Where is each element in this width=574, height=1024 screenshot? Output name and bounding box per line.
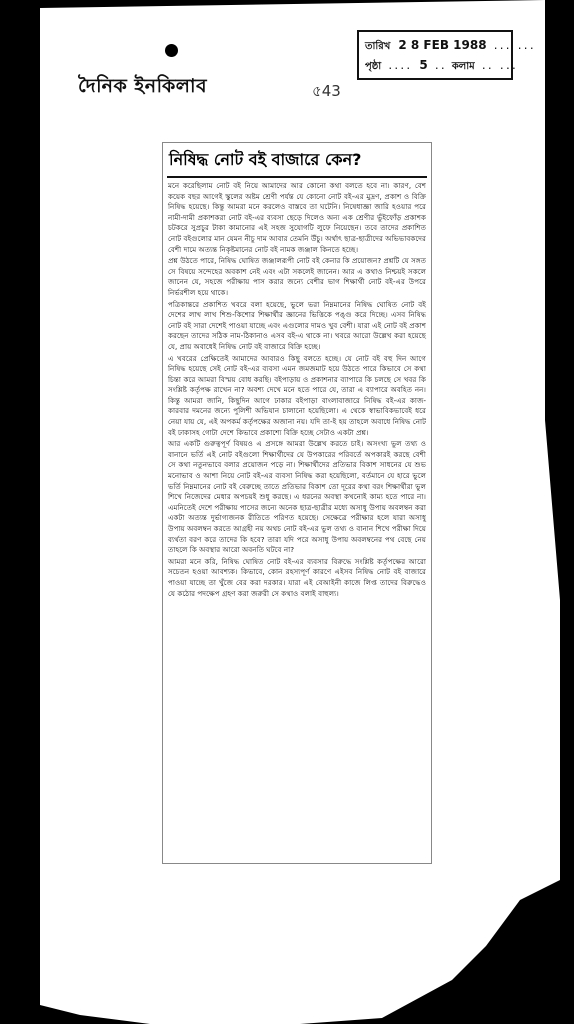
- article-headline: নিষিদ্ধ নোট বই বাজারে কেন?: [169, 150, 362, 169]
- stamp-page-row: [365, 58, 517, 76]
- headline-rule: [167, 176, 427, 178]
- stamp-column-label: কলাম: [451, 61, 475, 72]
- article-paragraph: প্রশ্ন উঠতে পারে, নিষিদ্ধ ঘোষিত জঞ্জালরূপী নোট বই কেনার কি প্রয়োজন? প্রশ্নটি যে সঙ্গত সে বিষয়ে সন্দেহের অবকাশ নেই এবং এটা সকলেই জানেন। আর এ কথাও নিশ্চয়ই সকলে জানেন যে, সহজে পরীক্ষায় পাস করার জন্যে বেশীর ভাগ শিক্ষার্থী নোট বই-এর উপরে নির্ভরশীল হয়ে থাকে।: [168, 256, 426, 297]
- stamp-dots: ..: [433, 61, 446, 72]
- punch-hole: [165, 44, 178, 57]
- article-paragraph: মনে করেছিলাম নোট বই নিয়ে আমাদের আর কোনো কথা বলতে হবে না। কারণ, বেশ কয়েক বছর আগেই স্কুলের অষ্টম শ্রেণী পর্যন্ত যে কোনো নোট বই-এর মুদ্রণ, প্রকাশ ও বিক্রি নিষিদ্ধ হয়েছে। কিন্তু আমরা মনে করলেও বাস্তবে তা ঘটেনি। নিষেধাজ্ঞা জারি হওয়ার পরে নামী-দামী প্রকাশকরা নোট বই-এর ব্যবসা ছেড়ে দিলেও অন্য এক শ্রেণীর ভুঁইফোঁড় প্রকাশক চটকরে সুপ্রচুর টাকা কামানোর এই সহজ সুযোগটি লুফে নিয়েছেন। তবে তাদের প্রকাশিত নোট বইগুলোর মান যেমন নীচু দাম আবার তেমনি উঁচু। অর্থাৎ ছাত্র-ছাত্রীদের অভিভাবকদের বেশী দামে অত্যন্ত নিকৃষ্টমানের নোট বই নামক জঞ্জাল কিনতে হচ্ছে।: [168, 181, 426, 254]
- article-paragraph: এ খবরের প্রেক্ষিতেই আমাদের আবারও কিছু বলতে হচ্ছে। যে নোট বই বহু দিন আগে নিষিদ্ধ হয়েছে সেই নোট বই-এর ব্যবসা এমন জমজমাট হয়ে উঠতে পারে কিভাবে সে কথা চিন্তা করে আমরা বিস্ময় বোধ করছি। বইপাড়ায় ও প্রকাশনার ব্যাপারে কি চলছে সে খবর কি সংশ্লিষ্ট কর্তৃপক্ষ রাখেন না? অবশ্য দেখে মনে হতে পারে যে, তারা এ ব্যাপারে অবহিত নন। কিন্তু আমরা জানি, কিছুদিন আগে ঢাকার বইপাড়া বাংলাবাজারে নিষিদ্ধ বই-এর কাজ-কারবার দমনের জন্যে পুলিশী অভিযান চালানো হয়েছিলো। এ থেকে স্বাভাবিকভাবেই ধরে নেয়া যায় যে, এই অপকর্ম কর্তৃপক্ষের অজানা নয়। যদি তা-ই হয় তাহলে অবাধে নিষিদ্ধ নোট বই ঢাকাসহ গোটা দেশে কিভাবে প্রকাশ্যে বিক্রি হচ্ছে সেটাও একটা প্রশ্ন।: [168, 353, 426, 437]
- news-clipping: [163, 143, 431, 863]
- stamp-dots: ....: [387, 61, 418, 72]
- newspaper-masthead: দৈনিক ইনকিলাব: [78, 75, 208, 97]
- stamp-date-row: [365, 38, 535, 56]
- article-paragraph: আর একটি গুরুত্বপূর্ণ বিষয়ও এ প্রসঙ্গে আমরা উল্লেখ করতে চাই। অসংখ্য ভুল তথ্য ও বানানে ভর্তি এই নোট বইগুলো শিক্ষার্থীদের যে উপকারের পরিবর্তে অপকারই করছে বেশী সে কথা নতুনভাবে বলার প্রয়োজন পড়ে না। শিক্ষার্থীদের প্রতিভার বিকাশ সাধনের যে শুভ মনোভাব ও আশা নিয়ে নোট বই-এর ব্যবসা নিষিদ্ধ করা হয়েছিলো, বর্তমানে যে হারে ভুলে ভর্তি নিম্নমানের নোট বই বেরুচ্ছে তাতে প্রতিভার বিকাশ তো দূরের কথা বরং শিক্ষার্থীরা ভুল শিখে নিজেদের মেধার অপচয়ই শুধু করছে। এ ধরনের অবস্থা কখনোই কাম্য হতে পারে না। এমনিতেই দেশে পরীক্ষায় পাসের জন্যে অনেক ছাত্র-ছাত্রীর মধ্যে অসাধু উপায় অবলম্বন করা একটা অত্যন্ত দুর্ভাগ্যজনক রীতিতে পরিণত হয়েছে। সেক্ষেত্রে পরীক্ষার হলে যারা অসাধু উপায় অবলম্বন করতে আগ্রহী নয় অথচ নোট বই-এর ভুল তথ্য ও বানান শিখে পরীক্ষা দিয়ে ব্যর্থতা বরণ করে তাদের কি হবে? তারা যদি পরে অসাধু উপায় অবলম্বনের পথ বেছে নেয় তাহলে কি অবস্থার আরো অবনতি ঘটবে না?: [168, 439, 426, 555]
- page-number-mark: ৫43: [312, 82, 341, 100]
- stamp-date-label: তারিখ: [365, 41, 391, 52]
- article-paragraph: পত্রিকান্তরে প্রকাশিত খবরে বলা হয়েছে, ভুলে ভরা নিম্নমানের নিষিদ্ধ ঘোষিত নোট বই দেশের লাখ লাখ শিশু-কিশোর শিক্ষার্থীর জ্ঞানের ভিত্তিকে পঙ্গু করে দিচ্ছে। এসব নিষিদ্ধ নোট বই সারা দেশেই পাওয়া যাচ্ছে এবং এগুলোর দামও খুব বেশী। যারা এই নোট বই প্রকাশ করছেন তাদের সঠিক নাম-ঠিকানাও এসব বই-এ থাকে না। খবরে আরো উল্লেখ করা হয়েছে যে, প্রায় অবাধেই নিষিদ্ধ নোট বই বাজারে বিক্রি হচ্ছে।: [168, 299, 426, 351]
- stamp-dots: .. ...: [480, 61, 517, 72]
- article-body: [163, 181, 431, 599]
- stamp-dots: ... ...: [492, 41, 535, 52]
- stamp-page-label: পৃষ্ঠা: [365, 61, 382, 72]
- stamp-date-value: 2 8 FEB 1988: [398, 38, 487, 52]
- date-stamp: [357, 30, 535, 80]
- stamp-page-value: 5: [419, 58, 428, 72]
- article-paragraph: আমরা মনে করি, নিষিদ্ধ ঘোষিত নোট বই-এর ব্যবসার বিরুদ্ধে সংশ্লিষ্ট কর্তৃপক্ষের আরো সচেতন হওয়া আবশ্যক। কিভাবে, কোন রহস্যপূর্ণ কারণে এইসব নিষিদ্ধ নোট বই বাজারে পাওয়া যাচ্ছে তা খুঁজে বের করা দরকার। যারা এই বেআইনী কাজে লিপ্ত তাদের বিরুদ্ধেও যে কঠোর পদক্ষেপ গ্রহণ করা জরুরী সে কথাও বলাই বাহুল্য।: [168, 556, 426, 598]
